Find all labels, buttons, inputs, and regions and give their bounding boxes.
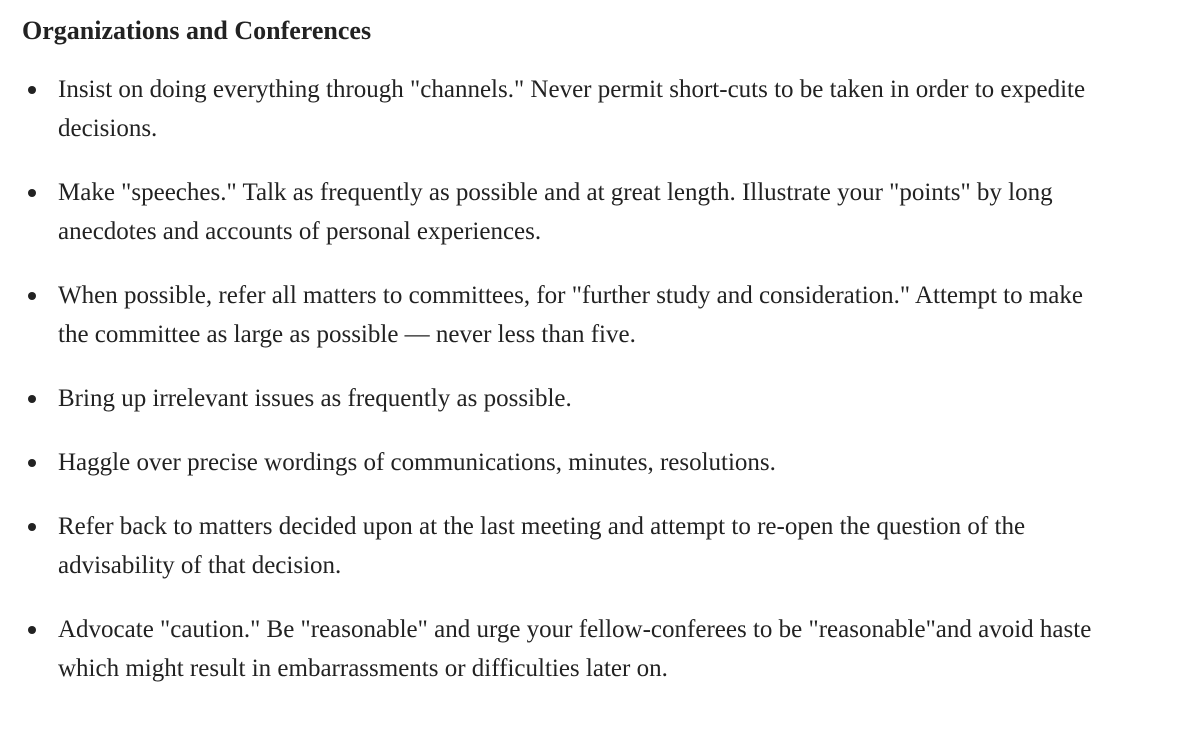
list-item-text: Haggle over precise wordings of communications, minutes, resolutions. (58, 449, 776, 476)
bullet-icon (28, 626, 36, 634)
bullet-icon (28, 86, 36, 94)
article-content (22, 14, 1182, 688)
list-item (22, 70, 1098, 148)
list-item-text: Advocate "caution." Be "reasonable" and urge your fellow-conferees to be "reasonable"and avoid haste which might result in embarrassments or difficulties later on. (58, 616, 1092, 682)
bullet-icon (28, 292, 36, 300)
list-item-text: Make "speeches." Talk as frequently as possible and at great length. Illustrate your "points" by long anecdotes and accounts of personal experiences. (58, 179, 1053, 245)
list-item-text: Refer back to matters decided upon at the last meeting and attempt to re-open the question of the advisability of that decision. (58, 513, 1026, 579)
list-item (22, 507, 1098, 585)
list-item (22, 379, 1098, 418)
list-item-text: When possible, refer all matters to committees, for "further study and consideration." Attempt to make the committee as large as possible — never less than five. (58, 282, 1083, 348)
list-item (22, 443, 1098, 482)
list-item (22, 276, 1098, 354)
list-item-text: Insist on doing everything through "channels." Never permit short-cuts to be taken in order to expedite decisions. (58, 76, 1086, 142)
bullet-icon (28, 189, 36, 197)
bullet-icon (28, 523, 36, 531)
bullet-list (22, 70, 1182, 688)
list-item (22, 173, 1098, 251)
bullet-icon (28, 395, 36, 403)
section-title: Organizations and Conferences (22, 16, 372, 45)
list-item (22, 610, 1098, 688)
bullet-icon (28, 459, 36, 467)
list-item-text: Bring up irrelevant issues as frequently as possible. (58, 385, 572, 412)
